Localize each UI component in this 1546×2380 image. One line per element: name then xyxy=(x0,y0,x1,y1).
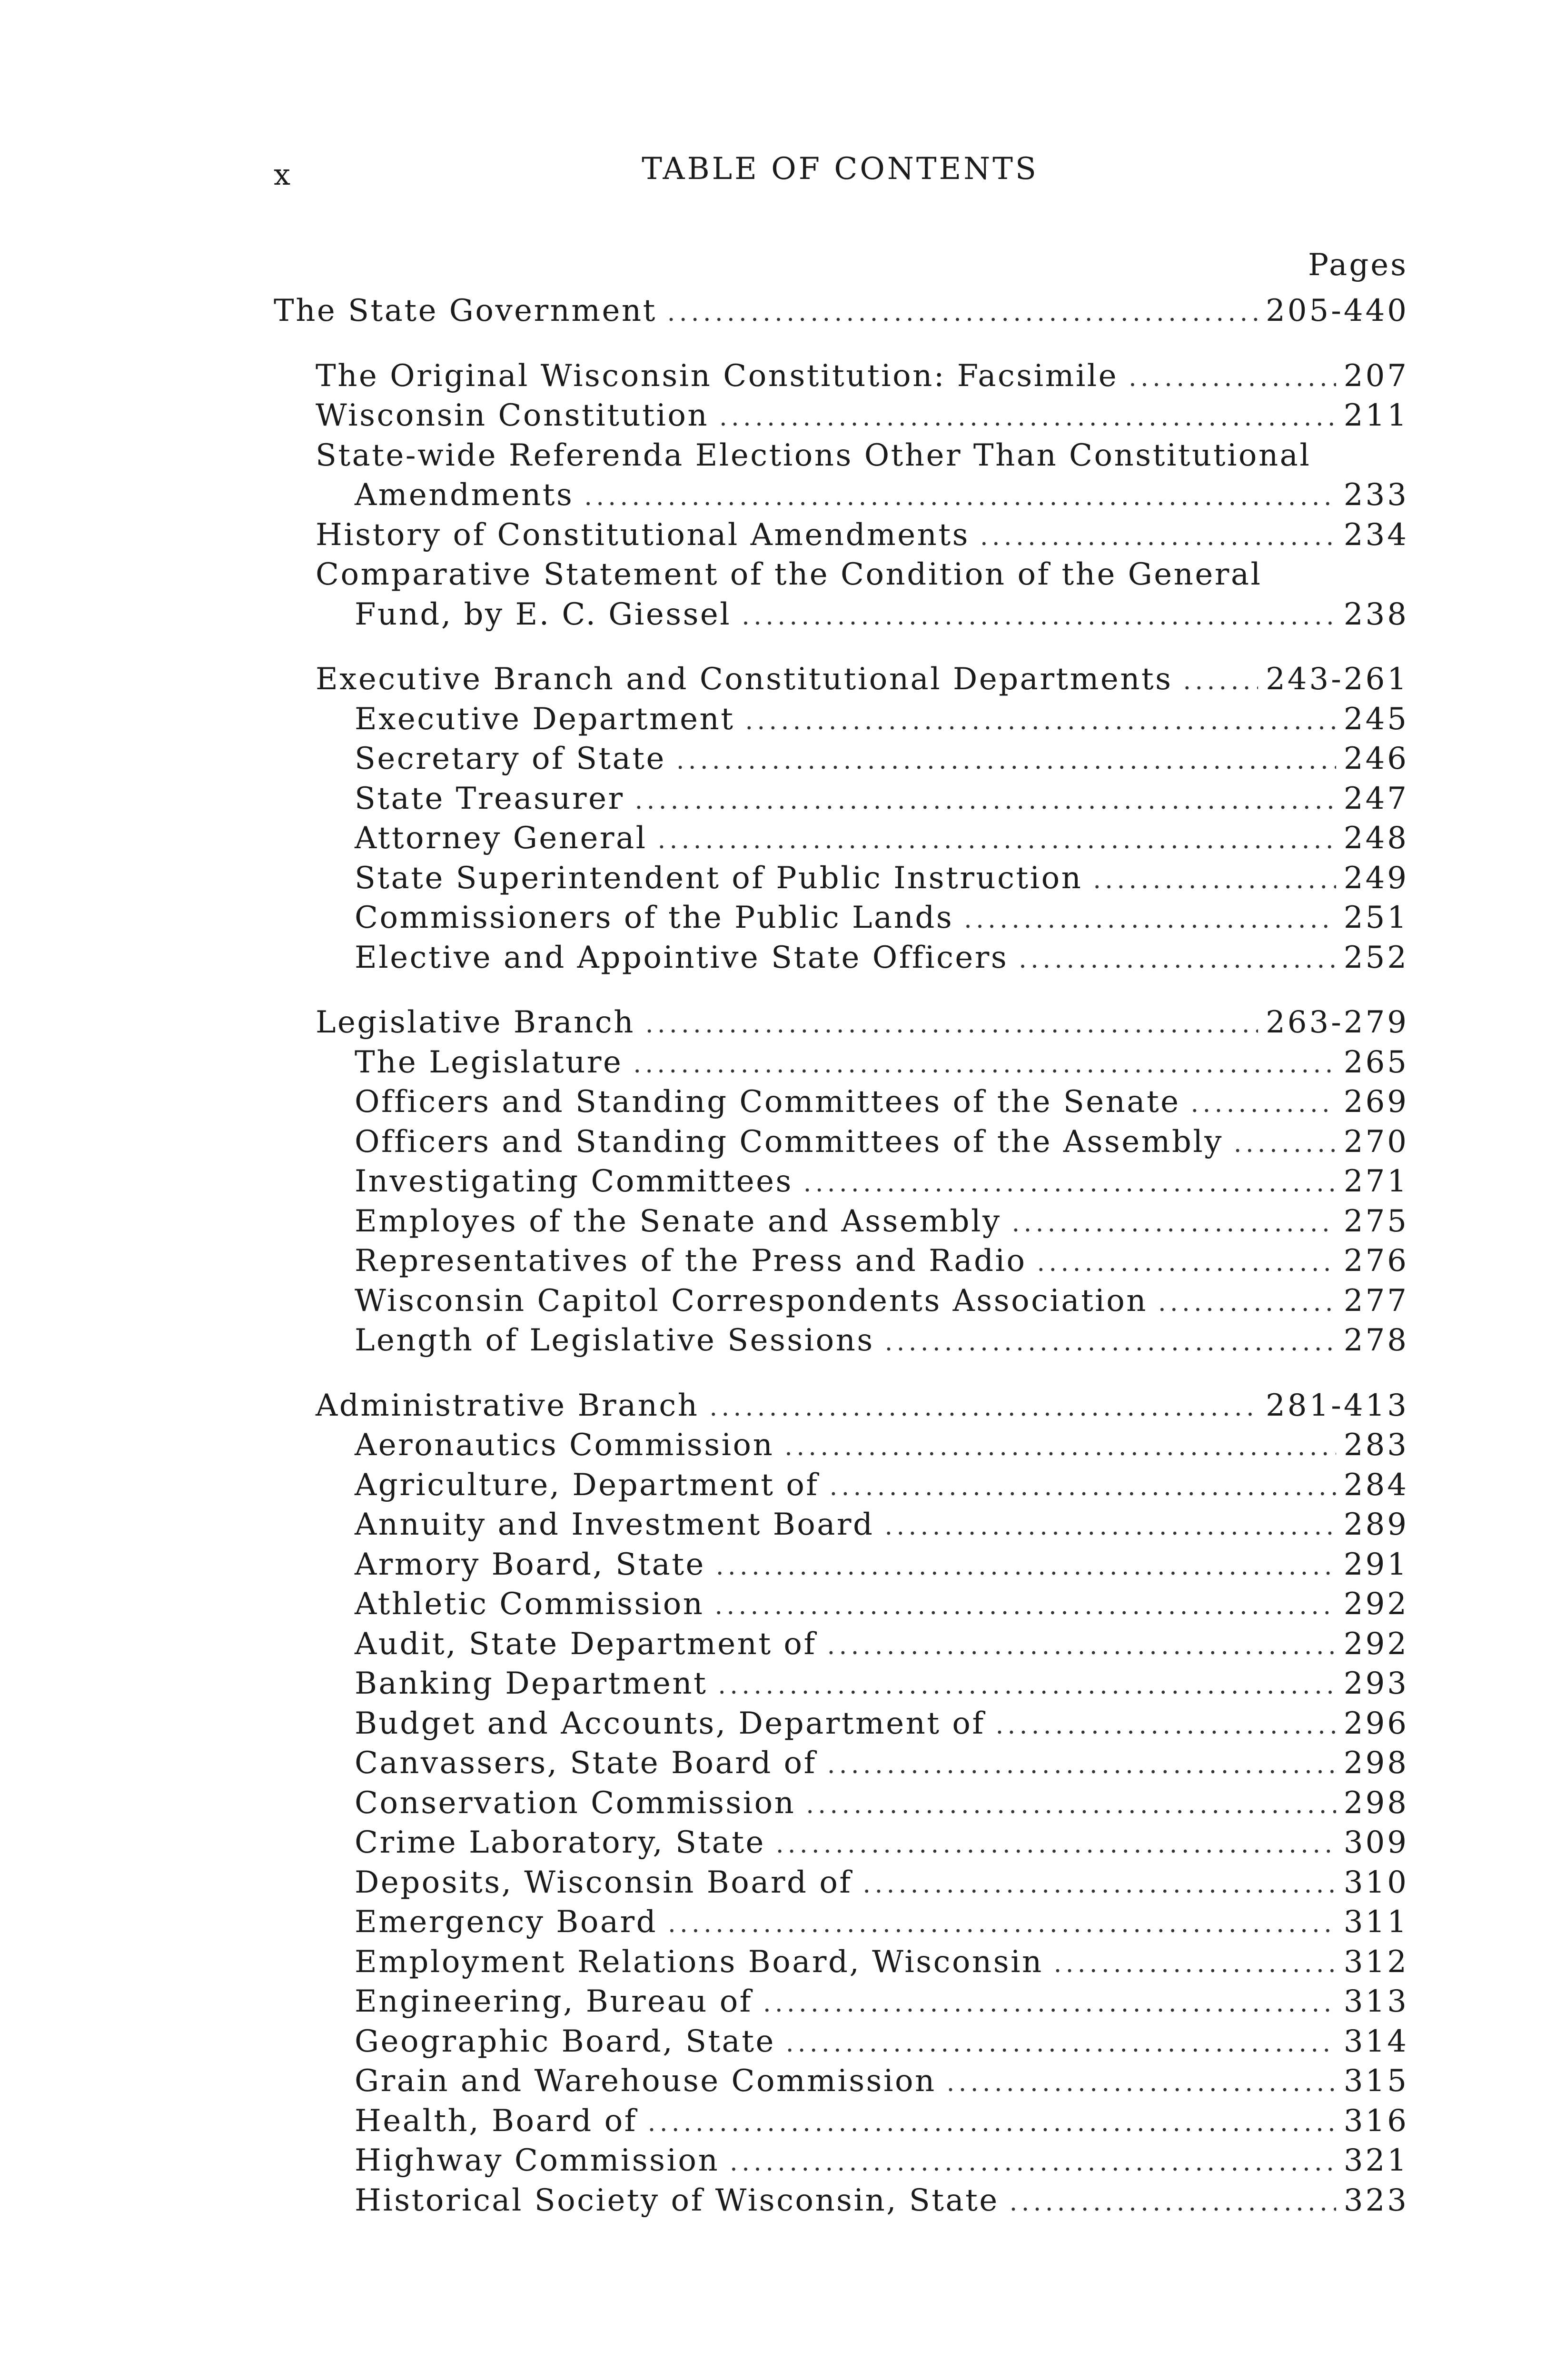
toc-entry-page: 314 xyxy=(1343,2023,1409,2059)
toc-entry xyxy=(274,700,1409,740)
toc-entry xyxy=(274,1122,1409,1162)
dot-leader xyxy=(863,1865,1336,1905)
toc-entry xyxy=(274,1466,1409,1506)
toc-section-heading xyxy=(274,660,1409,700)
dot-leader xyxy=(786,2024,1336,2064)
toc-entry-page: 251 xyxy=(1343,900,1409,935)
toc-entry xyxy=(274,1082,1409,1122)
dot-leader xyxy=(885,1323,1336,1363)
toc-entry-title: Aeronautics Commission xyxy=(355,1428,774,1463)
toc-entry xyxy=(274,2141,1409,2181)
toc-entry-page: 245 xyxy=(1343,701,1409,737)
toc-entry-title: The State Government xyxy=(274,293,657,328)
toc-entry-title: Budget and Accounts, Department of xyxy=(355,1706,985,1741)
toc-entry-page: 321 xyxy=(1343,2143,1409,2178)
toc-entry-page: 277 xyxy=(1343,1283,1409,1319)
toc-entry-page: 291 xyxy=(1343,1547,1409,1582)
toc-entry-title: Health, Board of xyxy=(355,2103,637,2139)
toc-entry-page: 293 xyxy=(1343,1666,1409,1701)
toc-entry-title: Secretary of State xyxy=(355,741,666,776)
dot-leader xyxy=(676,741,1336,781)
dot-leader xyxy=(1158,1283,1336,1323)
toc-entry-page: 205-440 xyxy=(1266,293,1409,328)
toc-entry xyxy=(274,1505,1409,1545)
toc-entry xyxy=(274,1982,1409,2022)
toc-entry-title: The Legislature xyxy=(355,1044,623,1080)
toc-entry-title: Comparative Statement of the Condition of the General xyxy=(316,557,1262,592)
dot-leader xyxy=(1191,1084,1336,1124)
toc-entry-title: Representatives of the Press and Radio xyxy=(355,1243,1027,1279)
running-head xyxy=(274,151,1407,194)
dot-leader xyxy=(1019,940,1336,980)
toc-entry-title: Administrative Branch xyxy=(316,1388,699,1423)
toc-entry-page: 298 xyxy=(1343,1785,1409,1821)
toc-entry-title: Annuity and Investment Board xyxy=(355,1507,874,1542)
toc-entry-title: Officers and Standing Committees of the Assembly xyxy=(355,1124,1223,1160)
toc-entry-title: Agriculture, Department of xyxy=(355,1467,819,1503)
dot-leader xyxy=(1037,1243,1336,1283)
toc-entry-page: 270 xyxy=(1343,1124,1409,1160)
toc-entry xyxy=(274,396,1409,436)
toc-entry-title: Highway Commission xyxy=(355,2143,720,2178)
toc-entry-title: Wisconsin Capitol Correspondents Association xyxy=(355,1283,1148,1319)
toc-entry xyxy=(274,476,1409,516)
toc-entry-page: 269 xyxy=(1343,1084,1409,1120)
toc-entry xyxy=(274,898,1409,938)
dot-leader xyxy=(667,293,1258,333)
dot-leader xyxy=(1054,1944,1336,1984)
dot-leader xyxy=(803,1164,1336,1204)
toc-entry-page: 249 xyxy=(1343,860,1409,896)
toc-entry xyxy=(274,516,1409,555)
toc-entry-title: Engineering, Bureau of xyxy=(355,1984,753,2019)
toc-entry xyxy=(274,1823,1409,1863)
toc-entry-title: Wisconsin Constitution xyxy=(316,398,709,433)
toc-entry xyxy=(274,1943,1409,1983)
toc-entry-title: Emergency Board xyxy=(355,1904,658,1940)
dot-leader xyxy=(947,2063,1336,2103)
dot-leader xyxy=(635,781,1336,821)
toc-entry-title: Conservation Commission xyxy=(355,1785,796,1821)
toc-entry-page: 283 xyxy=(1343,1428,1409,1463)
toc-entry-page: 247 xyxy=(1343,781,1409,816)
page-title: TABLE OF CONTENTS xyxy=(642,151,1039,187)
dot-leader xyxy=(996,1706,1336,1746)
toc-entry-title: Grain and Warehouse Commission xyxy=(355,2063,936,2099)
toc-entry-title: History of Constitutional Amendments xyxy=(316,517,970,553)
dot-leader xyxy=(718,1666,1336,1706)
toc-entry xyxy=(274,2022,1409,2062)
toc-section-heading xyxy=(274,1003,1409,1043)
toc-entry xyxy=(274,291,1409,331)
toc-entry-page: 310 xyxy=(1343,1864,1409,1900)
toc-entry xyxy=(274,779,1409,819)
toc-entry-page: 289 xyxy=(1343,1507,1409,1542)
dot-leader xyxy=(884,1507,1336,1547)
toc-entry-title: Length of Legislative Sessions xyxy=(355,1323,874,1358)
toc-entry-page: 211 xyxy=(1343,398,1409,433)
toc-entry-title: Geographic Board, State xyxy=(355,2023,775,2059)
toc-entry-title: Deposits, Wisconsin Board of xyxy=(355,1864,852,1900)
toc-entry-title: Officers and Standing Committees of the Senate xyxy=(355,1084,1180,1120)
dot-leader xyxy=(745,702,1336,742)
toc-entry xyxy=(274,1744,1409,1784)
toc-entry xyxy=(274,819,1409,859)
toc-entry-page: 275 xyxy=(1343,1203,1409,1239)
toc-entry-title: Fund, by E. C. Giessel xyxy=(355,596,732,632)
dot-leader xyxy=(633,1045,1336,1085)
toc-entry-page: 296 xyxy=(1343,1706,1409,1741)
toc-entry-page: 323 xyxy=(1343,2182,1409,2218)
dot-leader xyxy=(719,398,1336,438)
toc-section-heading xyxy=(274,1386,1409,1426)
dot-leader xyxy=(668,1904,1336,1944)
toc-entry-page: 265 xyxy=(1343,1044,1409,1080)
dot-leader xyxy=(742,597,1336,637)
toc-entry-continued xyxy=(274,555,1409,595)
toc-entry xyxy=(274,859,1409,899)
toc-entry-title: Legislative Branch xyxy=(316,1005,635,1040)
toc-entry xyxy=(274,1281,1409,1321)
dot-leader xyxy=(763,1984,1336,2024)
toc-entry xyxy=(274,1704,1409,1744)
toc-entry-title: Attorney General xyxy=(355,821,647,856)
toc-entry-page: 238 xyxy=(1343,596,1409,632)
toc-entry-title: State Superintendent of Public Instruction xyxy=(355,860,1083,896)
dot-leader xyxy=(806,1785,1336,1825)
toc-entry-title: Canvassers, State Board of xyxy=(355,1745,817,1781)
toc-entry-title: Employes of the Senate and Assembly xyxy=(355,1203,1001,1239)
toc-entry-page: 248 xyxy=(1343,821,1409,856)
toc-entry xyxy=(274,2181,1409,2221)
dot-leader xyxy=(830,1468,1336,1507)
dot-leader xyxy=(784,1428,1336,1468)
toc-entry xyxy=(274,1625,1409,1665)
dot-leader xyxy=(1234,1124,1336,1164)
toc-entry-title: Crime Laboratory, State xyxy=(355,1825,765,1860)
dot-leader xyxy=(827,1745,1336,1785)
dot-leader xyxy=(1093,861,1336,901)
dot-leader xyxy=(709,1388,1258,1428)
toc-entry-title: Investigating Committees xyxy=(355,1164,793,1199)
toc-entry-title: State Treasurer xyxy=(355,781,624,816)
pages-column-label: Pages xyxy=(1308,248,1408,283)
toc-entry xyxy=(274,938,1409,978)
dot-leader xyxy=(716,1547,1336,1587)
toc-entry-title: Commissioners of the Public Lands xyxy=(355,900,954,935)
dot-leader xyxy=(645,1005,1258,1045)
toc-entry-continued xyxy=(274,436,1409,476)
toc-entry xyxy=(274,1585,1409,1625)
toc-entry-title: Audit, State Department of xyxy=(355,1626,817,1662)
toc-entry-title: Armory Board, State xyxy=(355,1547,705,1582)
toc-entry xyxy=(274,1863,1409,1903)
toc-entry-title: Historical Society of Wisconsin, State xyxy=(355,2182,999,2218)
toc-entry-page: 316 xyxy=(1343,2103,1409,2139)
toc-entry xyxy=(274,1043,1409,1083)
toc-entry-page: 252 xyxy=(1343,940,1409,975)
dot-leader xyxy=(1183,662,1258,702)
dot-leader xyxy=(715,1587,1336,1626)
page-number: x xyxy=(274,157,291,192)
toc-entry-title: State-wide Referenda Elections Other Than Constitutional xyxy=(316,437,1311,473)
toc-entry xyxy=(274,1241,1409,1281)
toc-entry xyxy=(274,2062,1409,2102)
toc-entry-page: 246 xyxy=(1343,741,1409,776)
toc-entry-page: 278 xyxy=(1343,1323,1409,1358)
toc-entry-title: Banking Department xyxy=(355,1666,708,1701)
dot-leader xyxy=(964,900,1336,940)
toc-entry-title: Employment Relations Board, Wisconsin xyxy=(355,1944,1043,1980)
dot-leader xyxy=(648,2103,1336,2143)
toc-entry-page: 298 xyxy=(1343,1745,1409,1781)
toc-entry-page: 271 xyxy=(1343,1164,1409,1199)
toc-entry-title: The Original Wisconsin Constitution: Facsimile xyxy=(316,358,1119,394)
toc-entry xyxy=(274,357,1409,397)
toc-entry xyxy=(274,1321,1409,1361)
toc-entry xyxy=(274,595,1409,635)
toc-entry-title: Athletic Commission xyxy=(355,1587,704,1622)
toc-entry-page: 284 xyxy=(1343,1467,1409,1503)
toc-entry xyxy=(274,1426,1409,1466)
dot-leader xyxy=(980,517,1336,557)
toc-entry-page: 243-261 xyxy=(1266,662,1409,697)
toc-entry-page: 292 xyxy=(1343,1587,1409,1622)
toc-entry-page: 292 xyxy=(1343,1626,1409,1662)
dot-leader xyxy=(584,477,1336,517)
dot-leader xyxy=(730,2143,1336,2183)
toc-entry-page: 233 xyxy=(1343,477,1409,513)
toc-entry-page: 234 xyxy=(1343,517,1409,553)
toc-entry xyxy=(274,1202,1409,1242)
toc-list xyxy=(274,291,1409,2221)
toc-entry xyxy=(274,1784,1409,1824)
dot-leader xyxy=(1129,358,1336,398)
toc-entry xyxy=(274,1545,1409,1585)
toc-entry-page: 276 xyxy=(1343,1243,1409,1279)
toc-entry-page: 207 xyxy=(1343,358,1409,394)
toc-entry xyxy=(274,1903,1409,1943)
dot-leader xyxy=(1012,1204,1336,1244)
toc-entry-page: 311 xyxy=(1343,1904,1409,1940)
toc-entry xyxy=(274,1664,1409,1704)
toc-entry-title: Elective and Appointive State Officers xyxy=(355,940,1009,975)
dot-leader xyxy=(776,1825,1336,1865)
toc-entry xyxy=(274,2102,1409,2142)
toc-entry-page: 312 xyxy=(1343,1944,1409,1980)
toc-entry-page: 263-279 xyxy=(1266,1005,1409,1040)
dot-leader xyxy=(658,821,1336,861)
dot-leader xyxy=(1010,2183,1336,2223)
toc-entry xyxy=(274,1162,1409,1202)
toc-entry-page: 309 xyxy=(1343,1825,1409,1860)
toc-entry-page: 315 xyxy=(1343,2063,1409,2099)
dot-leader xyxy=(827,1626,1336,1666)
toc-entry-title: Amendments xyxy=(355,477,574,513)
toc-entry xyxy=(274,739,1409,779)
toc-entry-title: Executive Branch and Constitutional Departments xyxy=(316,662,1173,697)
toc-entry-page: 313 xyxy=(1343,1984,1409,2019)
toc-entry-title: Executive Department xyxy=(355,701,735,737)
toc-entry-page: 281-413 xyxy=(1266,1388,1409,1423)
